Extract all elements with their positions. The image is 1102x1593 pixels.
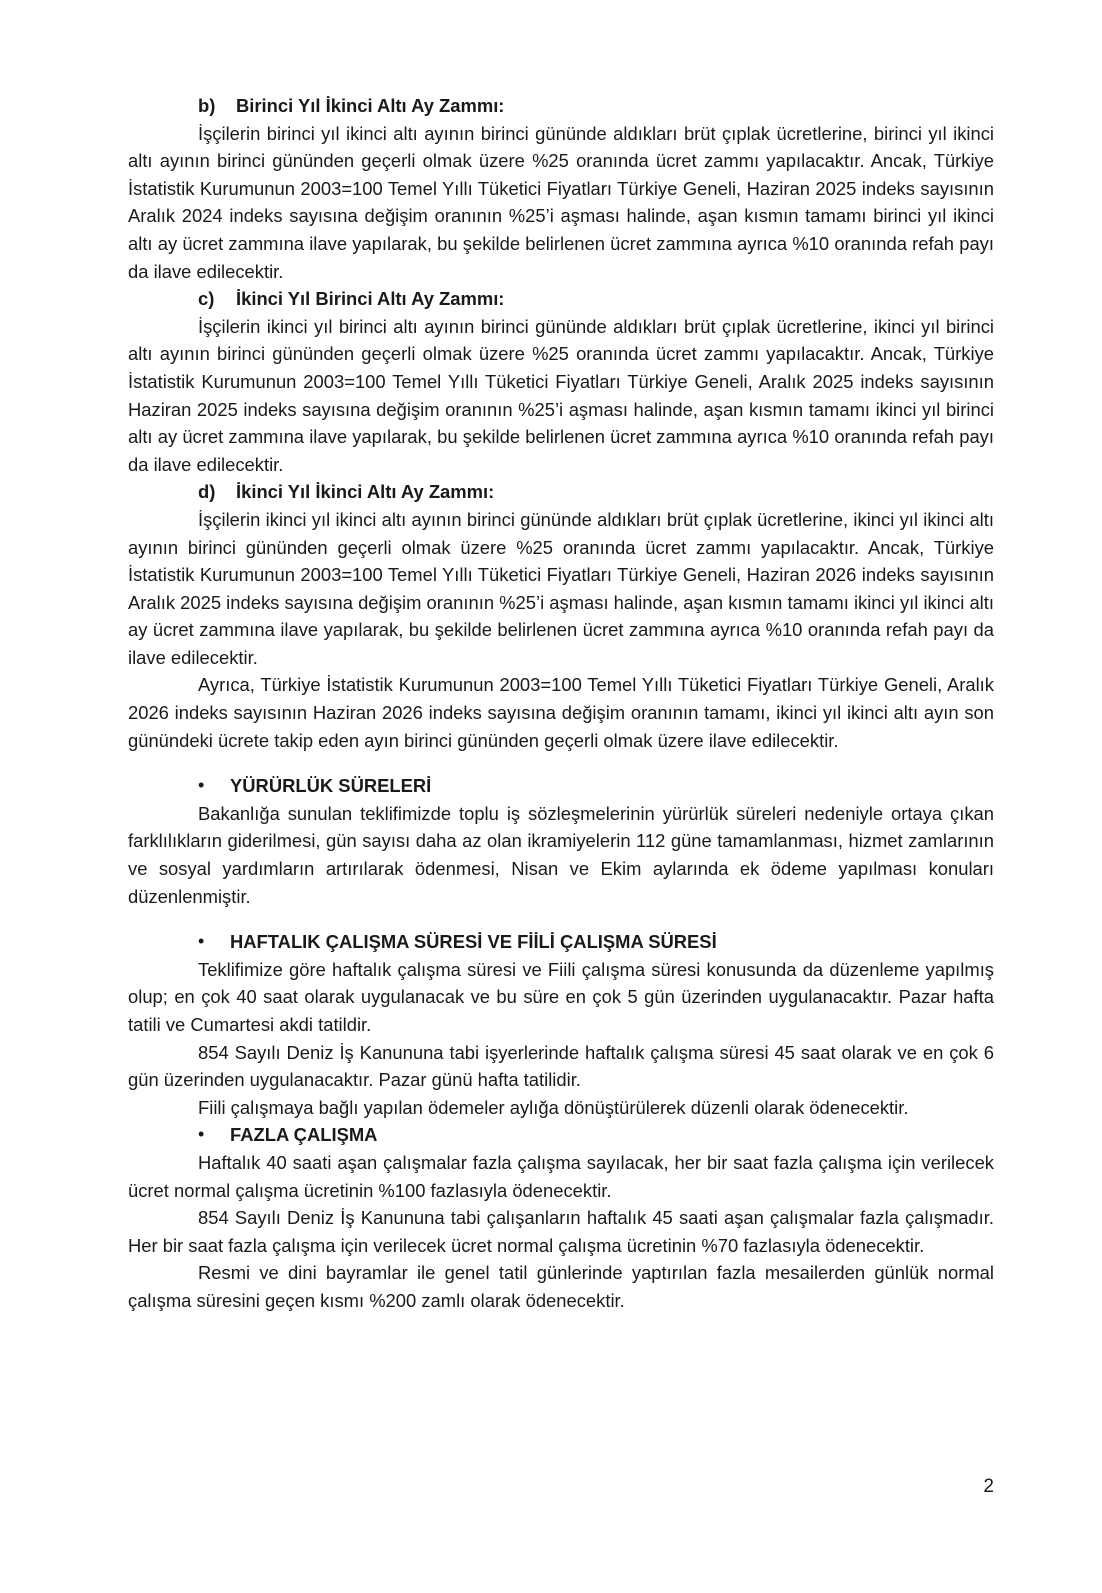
- page-number: 2: [983, 1476, 994, 1497]
- section-c-title: İkinci Yıl Birinci Altı Ay Zammı:: [236, 288, 505, 310]
- section-b-heading: [128, 92, 994, 120]
- document-page: [128, 92, 994, 1315]
- section-d-title: İkinci Yıl İkinci Altı Ay Zammı:: [236, 481, 495, 503]
- section-d-paragraph: İşçilerin ikinci yıl ikinci altı ayının birinci gününde aldıkları brüt çıplak ücretlerine, ikinci yıl ikinci altı ayının birinci gününden geçerli olmak üzere %25 oranında ücret zammı yapılacaktır. Ancak, Türkiye İstatistik Kurumunun 2003=100 Temel Yıllı Tüketici Fiyatları Türkiye Geneli, Haziran 2026 indeks sayısının Aralık 2025 indeks sayısına değişim oranının %25’i aşması halinde, aşan kısmın tamamı ikinci yıl ikinci altı ay ücret zammına ilave yapılarak, bu şekilde belirlenen ücret zammına ayrıca %10 oranında refah payı da ilave edilecektir.: [128, 508, 994, 668]
- yururluk-title: YÜRÜRLÜK SÜRELERİ: [230, 775, 432, 797]
- section-d-marker: d): [198, 481, 216, 503]
- yururluk-heading: [128, 772, 994, 800]
- section-b-title: Birinci Yıl İkinci Altı Ay Zammı:: [236, 95, 505, 116]
- section-d-paragraph-2: Ayrıca, Türkiye İstatistik Kurumunun 2003=100 Temel Yıllı Tüketici Fiyatları Türkiye Geneli, Aralık 2026 indeks sayısının Haziran 2026 indeks sayısına değişim oranının tamamı, ikinci yıl ikinci altı ayın son günündeki ücrete takip eden ayın birinci gününden geçerli olmak üzere ilave edilecektir.: [128, 674, 994, 751]
- haftalik-paragraph-1: Teklifimize göre haftalık çalışma süresi ve Fiili çalışma süresi konusunda da düzenleme yapılmış olup; en çok 40 saat olarak uygulanacak ve bu süre en çok 5 gün üzerinden uygulanacaktır. Pazar hafta tatili ve Cumartesi akdi tatildir.: [128, 958, 994, 1035]
- haftalik-heading: [128, 928, 994, 956]
- haftalik-title: HAFTALIK ÇALIŞMA SÜRESİ VE FİİLİ ÇALIŞMA SÜRESİ: [230, 931, 717, 953]
- bullet-icon: •: [198, 775, 205, 796]
- haftalik-paragraph-2: 854 Sayılı Deniz İş Kanununa tabi işyerlerinde haftalık çalışma süresi 45 saat olarak ve en çok 6 gün üzerinden uygulanacaktır. Pazar günü hafta tatilidir.: [128, 1041, 994, 1091]
- section-b-marker: b): [198, 95, 216, 116]
- yururluk-paragraph: Bakanlığa sunulan teklifimizde toplu iş sözleşmelerinin yürürlük süreleri nedeniyle ortaya çıkan farklılıkların giderilmesi, gün sayısı daha az olan ikramiyelerin 112 güne tamamlanması, hizmet zamlarının ve sosyal yardımların artırılarak ödenmesi, Nisan ve Ekim aylarında ek ödeme yapılması konuları düzenlenmiştir.: [128, 802, 994, 907]
- bullet-icon: •: [198, 1124, 205, 1145]
- section-c-paragraph: İşçilerin ikinci yıl birinci altı ayının birinci gününde aldıkları brüt çıplak ücretlerine, ikinci yıl birinci altı ayının birinci gününden geçerli olmak üzere %25 oranında ücret zammı yapılacaktır. Ancak, Türkiye İstatistik Kurumunun 2003=100 Temel Yıllı Tüketici Fiyatları Türkiye Geneli, Aralık 2025 indeks sayısının Haziran 2025 indeks sayısına değişim oranının %25’i aşması halinde, aşan kısmın tamamı ikinci yıl birinci altı ay ücret zammına ilave yapılarak, bu şekilde belirlenen ücret zammına ayrıca %10 oranında refah payı da ilave edilecektir.: [128, 315, 994, 475]
- fazla-paragraph-3: Resmi ve dini bayramlar ile genel tatil günlerinde yaptırılan fazla mesailerden günlük normal çalışma süresini geçen kısmı %200 zamlı olarak ödenecektir.: [128, 1262, 994, 1311]
- fazla-title: FAZLA ÇALIŞMA: [230, 1124, 378, 1146]
- bullet-icon: •: [198, 931, 205, 952]
- haftalik-paragraph-3: Fiili çalışmaya bağlı yapılan ödemeler aylığa dönüştürülerek düzenli olarak ödenecektir.: [198, 1096, 909, 1118]
- section-c-marker: c): [198, 288, 215, 310]
- fazla-paragraph-2: 854 Sayılı Deniz İş Kanununa tabi çalışanların haftalık 45 saati aşan çalışmalar fazla çalışmadır. Her bir saat fazla çalışma için verilecek ücret normal çalışma ücretinin %70 fazlasıyla ödenecektir.: [128, 1207, 994, 1256]
- section-c-heading: [128, 285, 994, 313]
- section-d-heading: [128, 478, 994, 506]
- fazla-paragraph-1: Haftalık 40 saati aşan çalışmalar fazla çalışma sayılacak, her bir saat fazla çalışma için verilecek ücret normal çalışma ücretinin %100 fazlasıyla ödenecektir.: [128, 1151, 994, 1201]
- fazla-heading: [128, 1121, 994, 1149]
- section-b-paragraph: İşçilerin birinci yıl ikinci altı ayının birinci gününde aldıkları brüt çıplak ücretlerine, birinci yıl ikinci altı ayının birinci gününden geçerli olmak üzere %25 oranında ücret zammı yapılacaktır. Ancak, Türkiye İstatistik Kurumunun 2003=100 Temel Yıllı Tüketici Fiyatları Türkiye Geneli, Haziran 2025 indeks sayısının Aralık 2024 indeks sayısına değişim oranının %25’i aşması halinde, aşan kısmın tamamı birinci yıl ikinci altı ay ücret zammına ilave yapılarak, bu şekilde belirlenen ücret zammına ayrıca %10 oranında refah payı da ilave edilecektir.: [128, 122, 994, 282]
